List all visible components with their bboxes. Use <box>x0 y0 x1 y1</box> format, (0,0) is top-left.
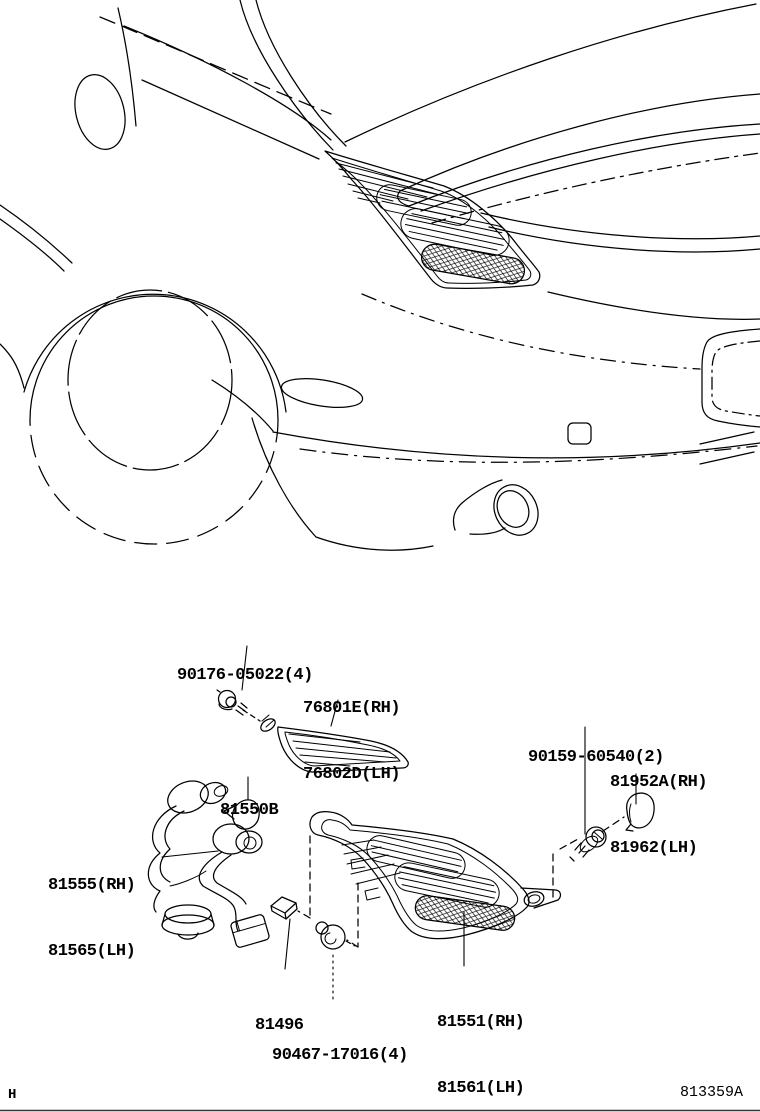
screw-90159-drawing <box>570 827 606 861</box>
part-number-line: 90467-17016(4) <box>272 1046 408 1065</box>
tire-lower-dashed <box>30 420 278 544</box>
part-number-line: 76801E(RH) <box>303 699 401 718</box>
part-number-line: 90159-60540(2) <box>528 748 664 767</box>
part-number-line: 81555(RH) <box>48 876 136 895</box>
tow-hook-cover <box>568 423 591 444</box>
part-label-90176-05022 <box>177 621 313 731</box>
part-label-81551-81561 <box>437 968 524 1112</box>
lamp-pod-1 <box>374 182 473 227</box>
part-number-line: 90176-05022(4) <box>177 666 313 685</box>
fender-edge-line <box>118 8 136 126</box>
part-label-81555-81565 <box>48 831 135 1007</box>
bumper-crease-dashed <box>300 446 757 462</box>
part-number-line: 81962(LH) <box>610 839 698 858</box>
arch-to-bumper-line <box>212 380 273 431</box>
lamp-assembly-hatch-band <box>342 840 400 884</box>
part-label-90467-17016 <box>272 1001 408 1111</box>
part-number-line: 81496 <box>255 1016 304 1035</box>
part-label-76801E-76802D <box>303 654 400 830</box>
part-number-line: 81565(LH) <box>48 942 136 961</box>
exhaust-pipe <box>453 477 546 542</box>
c-pillar-inner-line <box>256 0 346 146</box>
footer-page-code: H <box>8 1087 17 1103</box>
part-number-line: 81551(RH) <box>437 1013 525 1032</box>
bumper-bottom-contour <box>252 418 433 550</box>
rocker-line-1 <box>0 205 72 263</box>
part-number-line: 76802D(LH) <box>303 765 401 784</box>
quarter-top-line <box>124 26 331 140</box>
assembly-dashed-lines <box>298 817 624 947</box>
lamp-assembly-81551-drawing <box>310 812 560 939</box>
lamp-assembly-reflector-strip <box>414 894 516 932</box>
wheel-arch <box>24 294 286 412</box>
footer-figure-code: 813359A <box>680 1084 744 1101</box>
c-pillar-line <box>240 0 333 150</box>
trunk-cut-line-2 <box>489 227 760 252</box>
decklid-edge-line <box>345 4 756 142</box>
body-seam-line <box>548 292 760 319</box>
grommet-90467-drawing <box>316 922 345 949</box>
bumper-seam-dashed <box>362 294 700 369</box>
rocker-line-2 <box>0 219 64 271</box>
lamp-reflector-strip <box>420 242 527 286</box>
part-number-line: 81952A(RH) <box>610 773 708 792</box>
clip-81496-drawing <box>271 897 297 919</box>
lamp-hatch-band <box>336 163 440 203</box>
leader-81555 <box>162 851 218 857</box>
part-number-line: 81550B <box>220 801 279 820</box>
quarter-crease-dashed <box>100 17 331 114</box>
lower-body-line <box>0 344 24 388</box>
side-marker-oval <box>279 374 364 413</box>
wheel-rim <box>68 290 232 470</box>
spoiler-upper-line <box>400 94 760 191</box>
car-rear-illustration <box>0 0 760 550</box>
quarter-lower-line <box>142 80 319 159</box>
spoiler-inner-line <box>421 134 760 211</box>
leader-81496 <box>285 919 290 969</box>
part-label-81550B <box>220 756 278 866</box>
part-label-81952A-81962 <box>610 728 707 904</box>
tire-upper <box>30 296 278 420</box>
part-number-line: 81561(LH) <box>437 1079 525 1098</box>
fuel-door-oval <box>68 69 133 154</box>
